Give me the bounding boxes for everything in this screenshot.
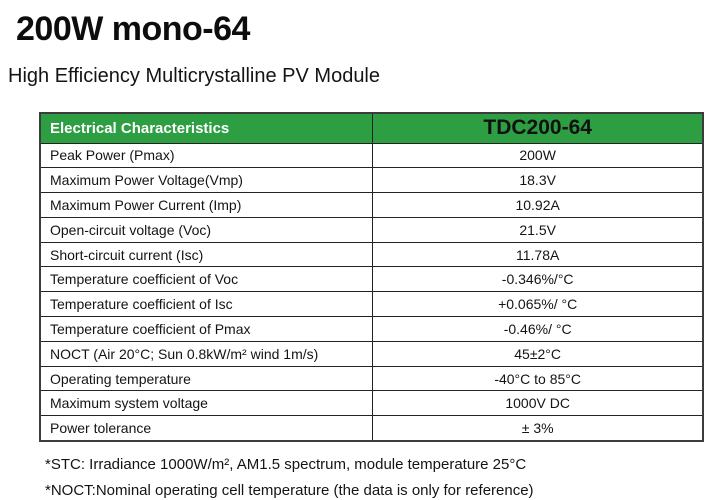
footnotes-section xyxy=(45,452,727,500)
table-row-max-system-voltage xyxy=(40,391,703,416)
spec-label: Maximum system voltage xyxy=(40,391,373,416)
spec-value: -40°C to 85°C xyxy=(373,366,703,391)
table-row-tc-pmax xyxy=(40,317,703,342)
spec-label: NOCT (Air 20°C; Sun 0.8kW/m² wind 1m/s) xyxy=(40,341,373,366)
spec-value: 21.5V xyxy=(373,217,703,242)
footnote-noct: *NOCT:Nominal operating cell temperature (the data is only for reference) xyxy=(45,481,534,499)
spec-value: +0.065%/ °C xyxy=(373,292,703,317)
spec-value: 10.92A xyxy=(373,193,703,218)
spec-label: Maximum Power Voltage(Vmp) xyxy=(40,168,373,193)
spec-value: 18.3V xyxy=(373,168,703,193)
spec-value: 200W xyxy=(373,143,703,168)
table-row-peak-power xyxy=(40,143,703,168)
electrical-characteristics-table xyxy=(39,112,704,442)
spec-value: 11.78A xyxy=(373,242,703,267)
table-row-operating-temperature xyxy=(40,366,703,391)
spec-value: 1000V DC xyxy=(373,391,703,416)
spec-value: -0.346%/°C xyxy=(373,267,703,292)
footnote-stc: *STC: Irradiance 1000W/m², AM1.5 spectrum, module temperature 25°C xyxy=(45,455,527,473)
page-subtitle: High Efficiency Multicrystalline PV Module xyxy=(8,65,381,87)
spec-value: ± 3% xyxy=(373,416,703,441)
table-row-tc-isc xyxy=(40,292,703,317)
page-title: 200W mono-64 xyxy=(16,10,250,48)
table-header-model: TDC200-64 xyxy=(373,113,703,143)
spec-value: -0.46%/ °C xyxy=(373,317,703,342)
spec-label: Temperature coefficient of Pmax xyxy=(40,317,373,342)
spec-label: Maximum Power Current (Imp) xyxy=(40,193,373,218)
spec-label: Peak Power (Pmax) xyxy=(40,143,373,168)
spec-label: Open-circuit voltage (Voc) xyxy=(40,217,373,242)
spec-label: Power tolerance xyxy=(40,416,373,441)
spec-label: Temperature coefficient of Isc xyxy=(40,292,373,317)
spec-label: Operating temperature xyxy=(40,366,373,391)
table-header-characteristics: Electrical Characteristics xyxy=(40,113,373,143)
table-row-power-tolerance xyxy=(40,416,703,441)
table-row-vmp xyxy=(40,168,703,193)
table-header-row xyxy=(40,113,703,143)
spec-label: Short-circuit current (Isc) xyxy=(40,242,373,267)
spec-value: 45±2°C xyxy=(373,341,703,366)
table-row-tc-voc xyxy=(40,267,703,292)
table-row-voc xyxy=(40,217,703,242)
table-row-noct xyxy=(40,341,703,366)
table-row-isc xyxy=(40,242,703,267)
table-row-imp xyxy=(40,193,703,218)
spec-label: Temperature coefficient of Voc xyxy=(40,267,373,292)
